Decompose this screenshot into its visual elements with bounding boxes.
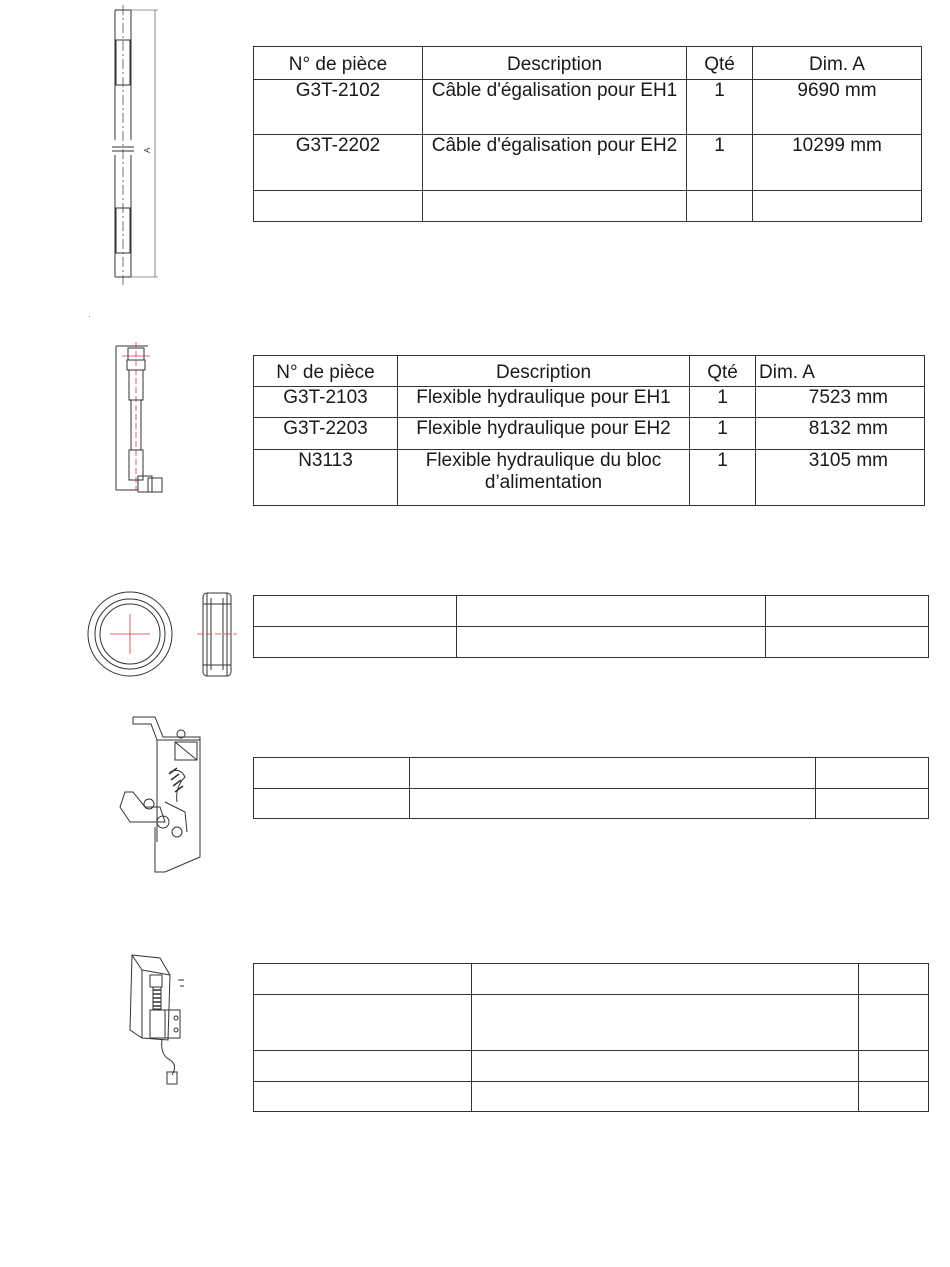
table-row: [254, 596, 929, 627]
table-row: [254, 80, 922, 135]
table-row: [254, 418, 925, 450]
col-quantity: Qté: [690, 356, 756, 387]
col-quantity: Qté: [687, 47, 753, 80]
description: Câble d'égalisation pour EH2: [423, 135, 687, 191]
table-row: [254, 135, 922, 191]
col-part-number: N° de pièce: [254, 356, 398, 387]
table-row: [254, 627, 929, 658]
equalizing-cable-drawing: [100, 5, 170, 290]
quantity: 1: [690, 450, 756, 506]
ring-grommet-drawing: [85, 590, 245, 680]
description: Câble d'égalisation pour EH1: [423, 80, 687, 135]
col-description: Description: [423, 47, 687, 80]
table-row: [254, 758, 929, 789]
quantity: 1: [687, 80, 753, 135]
part-number: G3T-2103: [254, 387, 398, 418]
part-number: G3T-2203: [254, 418, 398, 450]
solenoid-assembly-table: [253, 963, 929, 1112]
table-row: [254, 387, 925, 418]
col-description: Description: [398, 356, 690, 387]
table-row: [254, 1082, 929, 1112]
table-row: [254, 789, 929, 819]
col-dimension-a: Dim. A: [756, 356, 925, 387]
ring-grommet-table: [253, 595, 929, 658]
table-row: [254, 964, 929, 995]
hydraulic-hose-drawing: [108, 340, 168, 500]
dimension-a: [753, 191, 922, 222]
part-number: [254, 191, 423, 222]
table-row: [254, 450, 925, 506]
description: [423, 191, 687, 222]
part-number: N3113: [254, 450, 398, 506]
latch-bracket-table: [253, 757, 929, 819]
dimension-a: 7523 mm: [756, 387, 925, 418]
quantity: 1: [690, 387, 756, 418]
table-row: [254, 191, 922, 222]
dimension-a: 8132 mm: [756, 418, 925, 450]
latch-bracket-drawing: [105, 712, 215, 877]
hydraulic-hose-table: [253, 355, 925, 506]
equalizing-cable-table: [253, 46, 922, 222]
description: Flexible hydraulique du bloc d’alimentation: [398, 450, 690, 506]
col-part-number: N° de pièce: [254, 47, 423, 80]
dimension-a: 9690 mm: [753, 80, 922, 135]
quantity: 1: [687, 135, 753, 191]
stray-mark: [89, 316, 90, 317]
dimension-a: 10299 mm: [753, 135, 922, 191]
solenoid-assembly-drawing: [120, 950, 200, 1090]
table-row: [254, 1051, 929, 1082]
quantity: [687, 191, 753, 222]
part-number: G3T-2102: [254, 80, 423, 135]
description: Flexible hydraulique pour EH2: [398, 418, 690, 450]
dimension-a-label: A: [143, 147, 152, 153]
table-row: [254, 995, 929, 1051]
description: Flexible hydraulique pour EH1: [398, 387, 690, 418]
part-number: G3T-2202: [254, 135, 423, 191]
col-dimension-a: Dim. A: [753, 47, 922, 80]
dimension-a: 3105 mm: [756, 450, 925, 506]
quantity: 1: [690, 418, 756, 450]
